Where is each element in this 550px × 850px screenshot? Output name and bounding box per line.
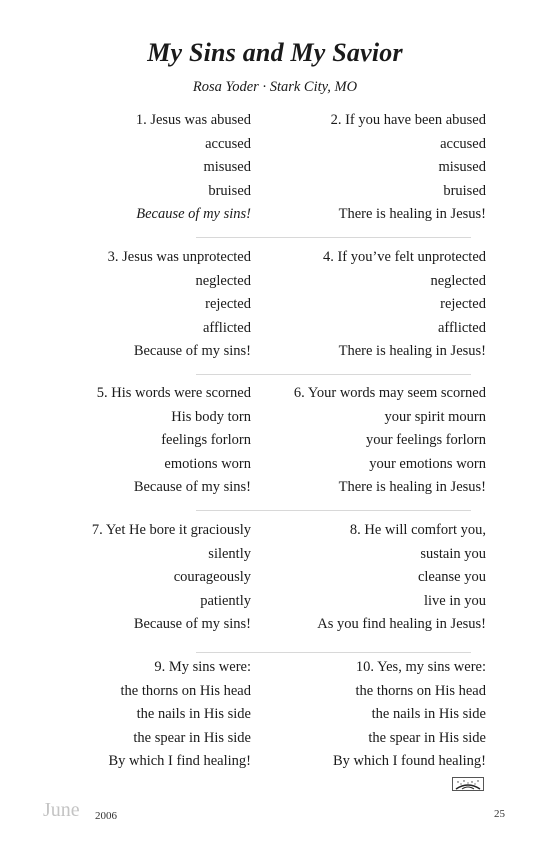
stanza-refrain: There is healing in Jesus! <box>338 343 486 360</box>
stanza-5 <box>97 382 251 500</box>
stanza-line: patiently <box>200 592 251 609</box>
stanza-4 <box>323 246 486 364</box>
stanza-line: 5. His words were scorned <box>96 385 251 401</box>
stanza-line: the nails in His side <box>136 706 251 723</box>
stanza-line: bruised <box>208 182 251 199</box>
stanza-refrain: Because of my sins! <box>133 479 251 496</box>
stanza-refrain: Because of my sins! <box>133 616 251 633</box>
stanza-line: neglected <box>430 272 486 289</box>
stanza-line: the thorns on His head <box>120 682 251 699</box>
stanza-line: the spear in His side <box>133 729 251 746</box>
stanza-line: 2. If you have been abused <box>330 112 486 128</box>
end-mark-icon <box>452 777 484 791</box>
stanza-line: 7. Yet He bore it graciously <box>91 522 251 538</box>
stanza-line: your emotions worn <box>369 455 486 472</box>
stanza-7 <box>92 519 251 637</box>
stanza-divider <box>196 510 471 511</box>
stanza-line: feelings forlorn <box>161 432 251 449</box>
stanza-line: 6. Your words may seem scorned <box>293 385 486 401</box>
stanza-refrain: There is healing in Jesus! <box>338 206 486 223</box>
stanza-line: rejected <box>205 296 251 313</box>
page-title: My Sins and My Savior <box>147 38 403 67</box>
stanza-line: 10. Yes, my sins were: <box>355 659 486 675</box>
stanza-refrain: Because of my sins! <box>136 206 251 223</box>
stanza-line: the spear in His side <box>368 729 486 746</box>
stanza-refrain: There is healing in Jesus! <box>338 479 486 496</box>
stanza-line: afflicted <box>202 319 251 336</box>
stanza-line: His body torn <box>171 408 251 425</box>
stanza-line: 9. My sins were: <box>154 659 251 675</box>
stanza-line: rejected <box>440 296 486 313</box>
stanza-divider <box>196 652 471 653</box>
stanza-refrain: By which I find healing! <box>108 753 251 770</box>
stanza-line: 1. Jesus was abused <box>135 112 251 128</box>
footer-year: 2006 <box>95 810 117 822</box>
stanza-line: misused <box>203 159 251 176</box>
stanza-divider <box>196 237 471 238</box>
stanza-line: silently <box>208 545 251 562</box>
stanza-line: emotions worn <box>164 455 251 472</box>
stanza-refrain: As you find healing in Jesus! <box>317 616 486 633</box>
stanza-line: accused <box>440 135 486 152</box>
stanza-line: 8. He will comfort you, <box>349 522 486 538</box>
stanza-line: 4. If you’ve felt unprotected <box>322 249 486 265</box>
stanza-line: your feelings forlorn <box>366 432 486 449</box>
stanza-10 <box>333 656 486 774</box>
stanza-line: 3. Jesus was unprotected <box>107 249 251 265</box>
stanza-line: your spirit mourn <box>384 408 486 425</box>
stanza-refrain: Because of my sins! <box>133 343 251 360</box>
stanza-line: neglected <box>195 272 251 289</box>
stanza-line: afflicted <box>437 319 486 336</box>
stanza-1 <box>136 109 251 227</box>
page-number: 25 <box>494 808 505 820</box>
stanza-8 <box>317 519 486 637</box>
stanza-line: the nails in His side <box>371 706 486 723</box>
stanza-line: the thorns on His head <box>355 682 486 699</box>
stanza-line: sustain you <box>420 545 486 562</box>
stanza-line: live in you <box>423 592 486 609</box>
stanza-line: misused <box>438 159 486 176</box>
author-byline: Rosa Yoder · Stark City, MO <box>192 79 358 95</box>
stanza-divider <box>196 374 471 375</box>
stanza-3 <box>108 246 251 364</box>
stanza-line: bruised <box>443 182 486 199</box>
footer-month: June <box>43 799 80 821</box>
stanza-2 <box>331 109 486 227</box>
stanza-6 <box>294 382 486 500</box>
stanza-line: courageously <box>173 569 251 586</box>
stanza-refrain: By which I found healing! <box>332 753 486 770</box>
stanza-line: cleanse you <box>417 569 486 586</box>
end-mark-graphic <box>453 779 483 791</box>
stanza-9 <box>108 656 251 774</box>
stanza-line: accused <box>205 135 251 152</box>
